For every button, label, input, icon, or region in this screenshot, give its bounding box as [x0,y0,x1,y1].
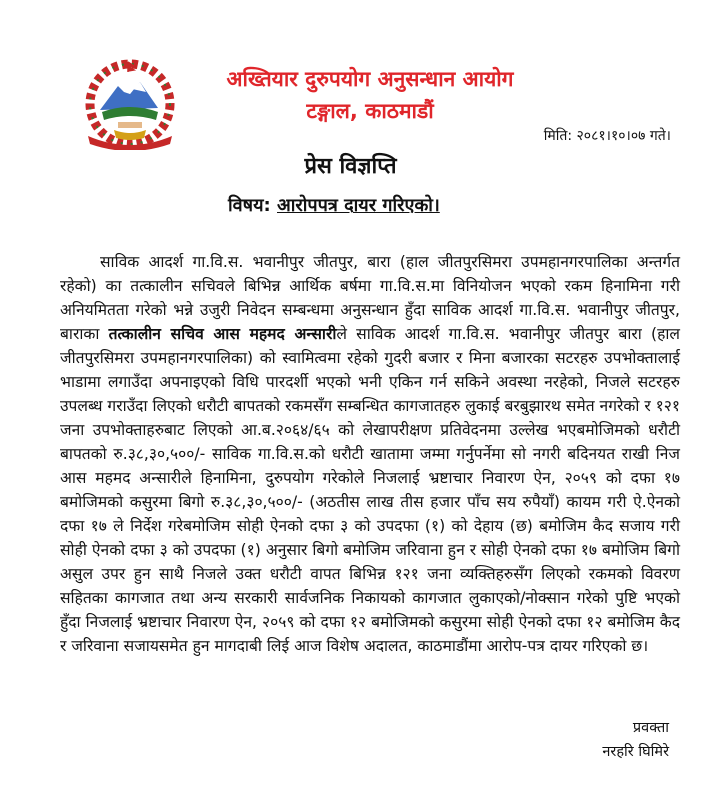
subject-label: विषय: [228,195,271,216]
subject-text: आरोपपत्र दायर गरिएको। [277,195,440,216]
signatory-role: प्रवक्ता [632,720,669,736]
signatory-name: नरहरि घिमिरे [602,744,669,760]
body-paragraph [60,250,680,658]
body-text-bold-name: तत्कालीन सचिव आस महमद अन्सारी [108,325,337,343]
page-title: प्रेस विज्ञप्ति [304,154,397,179]
organization-name: अख्तियार दुरुपयोग अनुसन्धान आयोग [226,67,514,91]
body-text-part2: ले साविक आदर्श गा.वि.स. भवानीपुर जीतपुर बारा (हाल जीतपुरसिमरा उपमहानगरपालिका) को स्वामित्वमा रहेको गुदरी बजार र मिना बजारका सटरहरु उपभोक्तालाई भाडामा लगाउँदा अपनाइएको विधि पारदर्शी भएको भनी एकिन गर्न सकिने अवस्था नरहेको, निजले सटरहरु उपलब्ध गराउँदा लिएको धरौटी बापतको रकमसँग सम्बन्धित कागजातहरु लुकाई बरबुझारथ समेत नगरेको र १२१ जना उपभोक्ताहरुबाट लिएको आ.ब.२०६४/६५ को लेखापरीक्षण प्रतिवेदनमा उल्लेख भएबमोजिमको धरौटी बापतको रु.३८,३०,५००/- साविक गा.वि.स.को धरौटी खातामा जम्मा गर्नुपर्नेमा सो नगरी बदिनयत राखी निज आस महमद अन्सारीले हिनामिना, दुरुपयोग गरेकोले निजलाई भ्रष्टाचार निवारण ऐन, २०५९ को दफा १७ बमोजिमको कसुरमा बिगो रु.३८,३०,५००/- (अठतीस लाख तीस हजार पाँच सय रुपैयाँ) कायम गरी ऐ.ऐनको दफा १७ ले निर्देश गरेबमोजिम सोही ऐनको दफा ३ को उपदफा (१) को देहाय (छ) बमोजिम कैद सजाय गरी सोही ऐनको दफा ३ को उपदफा (१) अनुसार बिगो बमोजिम जरिवाना हुन र सोही ऐनको दफा १७ बमोजिम बिगो असुल उपर हुन साथै निजले उक्त धरौटी वापत बिभिन्न १२१ जना व्यक्तिहरुसँग लिएको रकमको विवरण सहितका कागजात तथा अन्य सरकारी सार्वजनिक निकायको कागजात लुकाएको/नोक्सान गरेको पुष्टि भएको हुँदा निजलाई भ्रष्टाचार निवारण ऐन, २०५९ को दफा १२ बमोजिमको कसुरमा सोही ऐनको दफा १२ बमोजिम कैद र जरिवाना सजायसमेत हुन मागदाबी लिई आज विशेष अदालत, काठमाडौंमा आरोप-पत्र दायर गरिएको छ। [60,325,681,655]
nepal-emblem [78,58,182,150]
organization-location: टङ्गाल, काठमाडौं [306,99,434,123]
subject-line [228,193,440,217]
body-text-part1: साविक आदर्श गा.वि.स. भवानीपुर जीतपुर, बारा (हाल जीतपुरसिमरा उपमहानगरपालिका अन्तर्गत रहेको) का तत्कालीन सचिवले बिभिन्न आर्थिक बर्षमा गा.वि.स.मा विनियोजन भएको रकम हिनामिना गरी अनियमितता गरेको भन्ने उजुरी निवेदन सम्बन्धमा अनुसन्धान हुँदा साविक आदर्श गा.वि.स. भवानीपुर जीतपुर, बाराका [60,253,680,343]
document-date: मिति: २०८१।१०।०७ गते। [543,128,671,144]
